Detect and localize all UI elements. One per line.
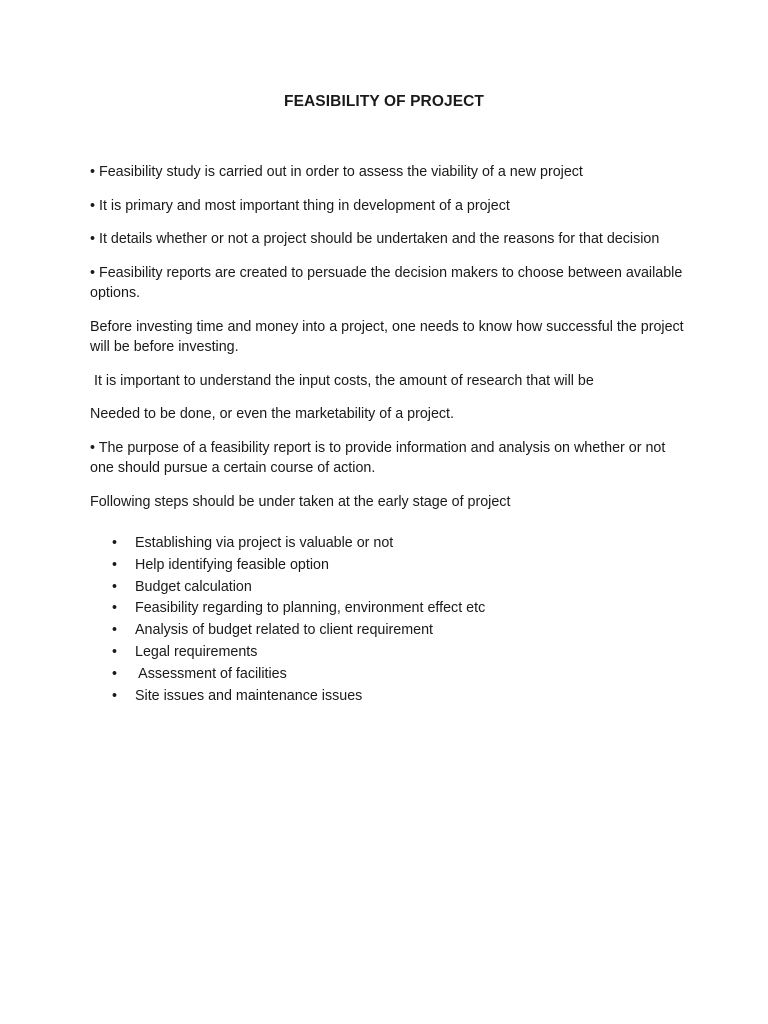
list-item	[90, 686, 690, 708]
bullet-icon: •	[112, 600, 118, 617]
bullet-icon: •	[112, 556, 118, 573]
step-label: Feasibility regarding to planning, environment effect etc	[135, 600, 486, 617]
paragraph-9: Following steps should be under taken at the early stage of project	[90, 493, 511, 510]
list-item	[90, 533, 690, 555]
bullet-icon: •	[112, 665, 118, 682]
list-item	[90, 664, 690, 686]
step-label: Legal requirements	[135, 643, 258, 660]
step-label: Site issues and maintenance issues	[135, 687, 363, 704]
bullet-icon: •	[112, 643, 118, 660]
document-body	[90, 162, 690, 707]
paragraph-8: • The purpose of a feasibility report is to provide information and analysis on whether or not one should pursue a certain course of action.	[90, 439, 666, 476]
bullet-icon: •	[112, 578, 118, 595]
paragraph-5: Before investing time and money into a project, one needs to know how successful the project will be before investing.	[90, 318, 684, 355]
steps-list	[90, 533, 690, 707]
bullet-icon: •	[112, 622, 118, 639]
document-title: FEASIBILITY OF PROJECT	[284, 93, 484, 110]
list-item	[90, 620, 690, 642]
step-label: Analysis of budget related to client requirement	[135, 622, 434, 639]
list-item	[90, 555, 690, 577]
paragraph-6: It is important to understand the input costs, the amount of research that will be	[90, 372, 594, 389]
step-label: Budget calculation	[135, 578, 252, 595]
paragraph-1: • Feasibility study is carried out in order to assess the viability of a new project	[90, 164, 583, 180]
paragraph-3: • It details whether or not a project should be undertaken and the reasons for that decision	[90, 231, 660, 247]
list-item	[90, 598, 690, 620]
list-item	[90, 577, 690, 599]
step-label: Help identifying feasible option	[135, 556, 329, 573]
bullet-icon: •	[112, 535, 118, 551]
step-label: Establishing via project is valuable or not	[135, 535, 394, 551]
paragraph-7: Needed to be done, or even the marketability of a project.	[90, 406, 454, 422]
list-item	[90, 642, 690, 664]
paragraph-2: • It is primary and most important thing in development of a project	[90, 197, 510, 214]
bullet-icon: •	[112, 687, 118, 704]
paragraph-4: • Feasibility reports are created to persuade the decision makers to choose between available options.	[90, 264, 683, 301]
step-label: Assessment of facilities	[135, 665, 287, 682]
